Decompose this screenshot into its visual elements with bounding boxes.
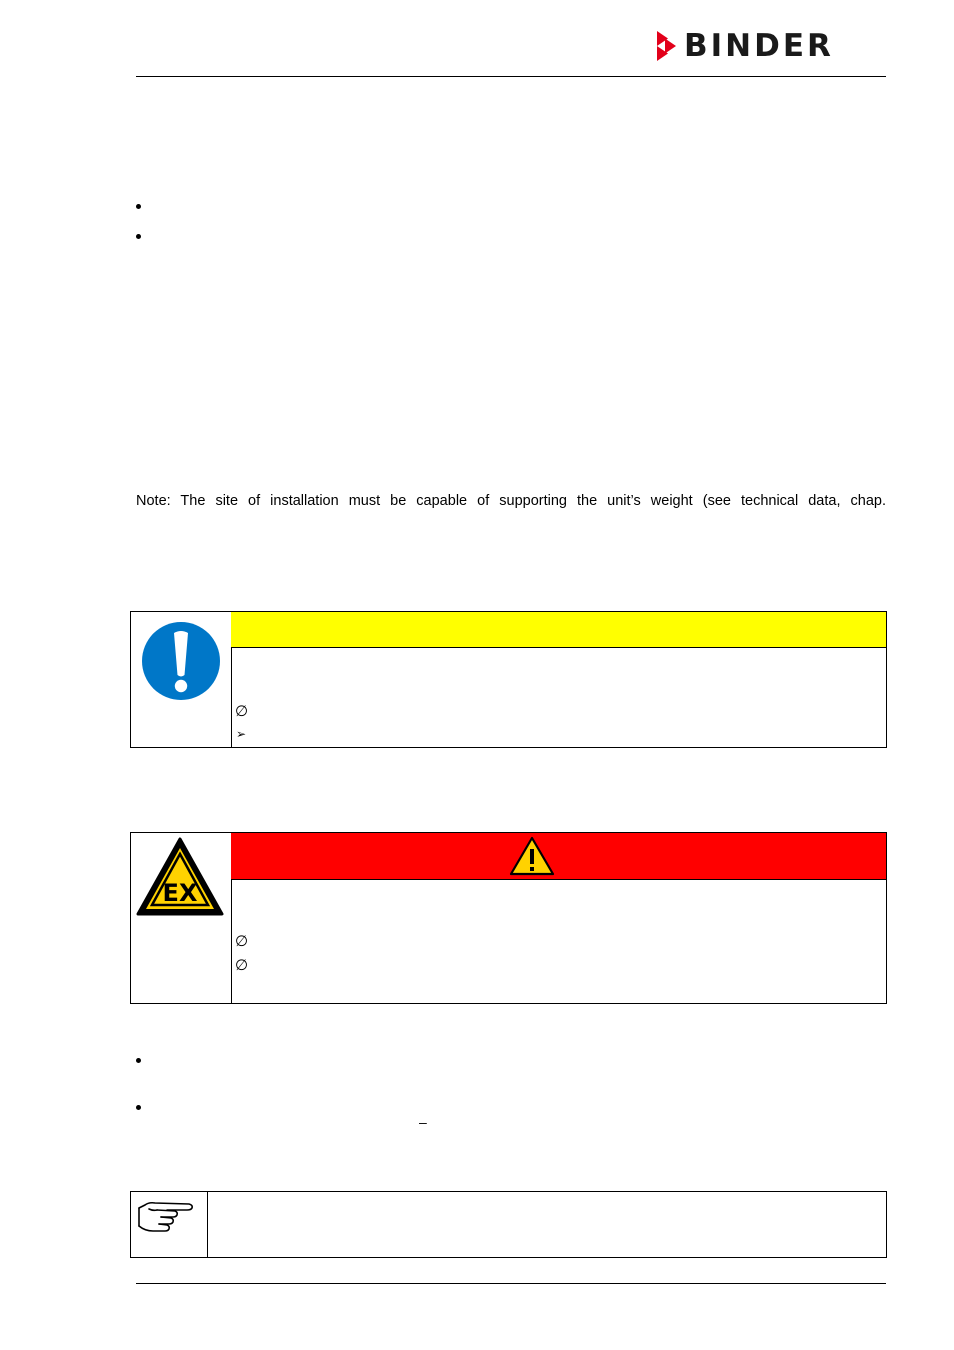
dash-mark: – <box>419 1114 427 1130</box>
danger-notice <box>130 832 887 1004</box>
danger-icon-cell <box>131 833 232 1003</box>
caution-notice <box>130 611 887 748</box>
list-bullet <box>136 1058 141 1063</box>
hint-icon-cell <box>131 1192 208 1257</box>
caution-band <box>231 612 886 648</box>
explosion-hazard-icon <box>136 837 224 917</box>
prohibition-symbol: ∅ <box>235 957 249 974</box>
list-bullet <box>136 1105 141 1110</box>
brand-name: BINDER <box>684 28 834 64</box>
header-rule <box>136 76 886 77</box>
installation-note: Note: The site of installation must be capable of supporting the unit’s weight (see technical data, chap. <box>136 493 886 509</box>
warning-triangle-icon <box>509 836 555 876</box>
danger-band <box>231 833 886 880</box>
footer-rule <box>136 1283 886 1284</box>
caution-icon-cell <box>131 612 232 747</box>
list-bullet <box>136 204 141 209</box>
pointing-hand-icon <box>135 1198 195 1234</box>
hint-notice <box>130 1191 887 1258</box>
prohibition-symbol: ∅ <box>235 703 249 720</box>
list-bullet <box>136 234 141 239</box>
binder-logo <box>656 30 834 62</box>
svg-text:EX: EX <box>162 879 198 907</box>
prohibition-symbol: ∅ <box>235 933 249 950</box>
mandatory-action-icon <box>138 618 224 704</box>
binder-logo-mark-icon <box>656 30 678 62</box>
action-arrow-symbol: ➢ <box>236 727 247 741</box>
